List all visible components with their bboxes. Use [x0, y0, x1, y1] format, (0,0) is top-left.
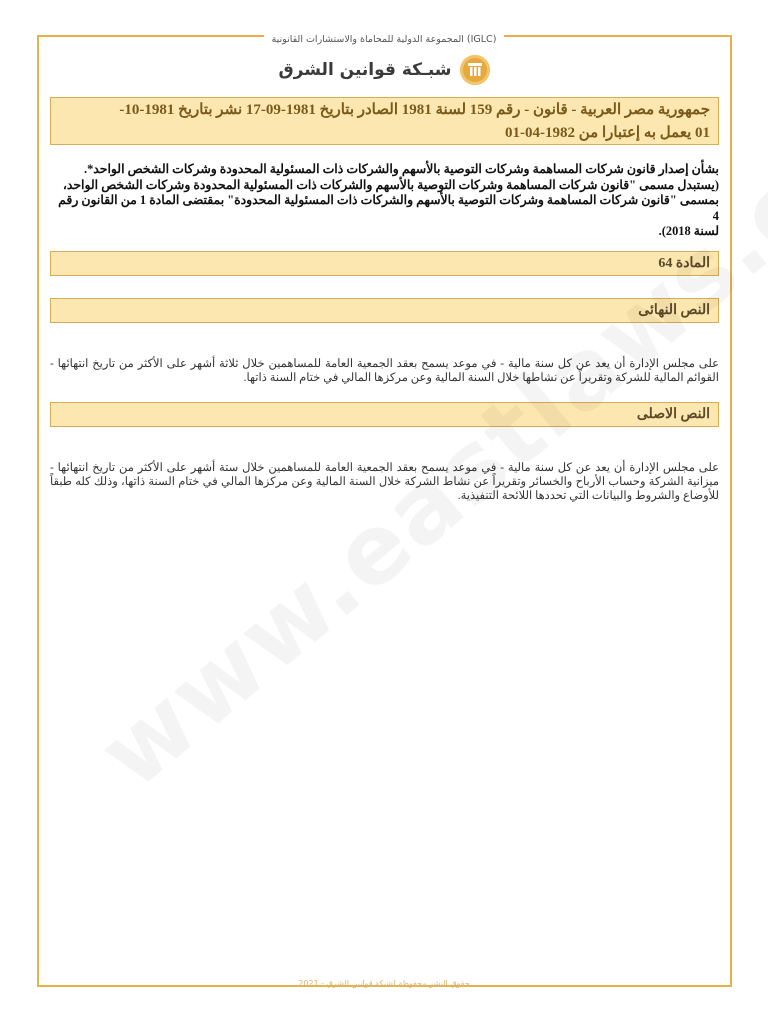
original-text-heading-box — [50, 402, 719, 427]
law-intro — [50, 162, 719, 240]
original-text-body: على مجلس الإدارة أن يعد عن كل سنة مالية - في موعد يسمح بعقد الجمعية العامة للمساهمين خلال ستة أشهر على الأكثر من تاريخ انتهائها - ميزانية الشركة وحساب الأرباح والخسائر وتقريراً عن نشاط الشركة خلال السنة المالية وعن مركزها المالي في ختام السنة ذاتها، وذلك كله طبقاً للأوضاع والشروط والبيانات التي تحددها اللائحة التنفيذية. — [50, 462, 719, 502]
intro-line-3: بمسمى "قانون شركات المساهمة وشركات التوصية بالأسهم والشركات ذات المسئولية المحدودة" بمقتضى المادة 1 من القانون رقم 4 — [58, 193, 719, 223]
logo — [0, 52, 768, 88]
article-number-box — [50, 251, 719, 276]
law-title-line-1: جمهورية مصر العربية - قانون - رقم 159 لسنة 1981 الصادر بتاريخ 1981-09-17 نشر بتاريخ 1981-10- — [119, 102, 710, 118]
article-number: المادة 64 — [658, 256, 710, 271]
intro-line-2: (يستبدل مسمى "قانون شركات المساهمة وشركات التوصية بالأسهم والشركات ذات المسئولية المحدودة وشركات الشخص الواحد، — [62, 177, 719, 192]
group-name-label — [0, 27, 768, 46]
intro-line-1: بشأن إصدار قانون شركات المساهمة وشركات التوصية بالأسهم والشركات ذات المسئولية المحدودة وشركات الشخص الواحد*. — [84, 162, 719, 176]
law-title-line-2: 01 يعمل به إعتبارا من 1982-04-01 — [504, 125, 710, 141]
final-text-body: على مجلس الإدارة أن يعد عن كل سنة مالية - في موعد يسمح بعقد الجمعية العامة للمساهمين خلال ثلاثة أشهر على الأكثر من تاريخ انتهائها - القوائم المالية للشركة وتقريراً عن نشاطها خلال السنة المالية وعن مركزها المالي في ختام السنة ذاتها. — [50, 358, 719, 384]
group-name-text: المجموعة الدولية للمحاماة والاستشارات القانونية (IGLC) — [264, 34, 505, 45]
copyright-footer: حقوق النشر محفوظة لشبكة قوانين الشرق - 2021 — [298, 979, 470, 988]
intro-line-4: لسنة 2018). — [658, 224, 719, 239]
final-text-heading-box — [50, 298, 719, 323]
original-text-heading: النص الاصلى — [636, 407, 710, 422]
column-logo-icon — [460, 55, 490, 85]
logo-text: شبـكة قوانين الشرق — [278, 60, 452, 80]
law-title-box — [50, 97, 719, 145]
final-text-heading: النص النهائى — [638, 303, 710, 318]
